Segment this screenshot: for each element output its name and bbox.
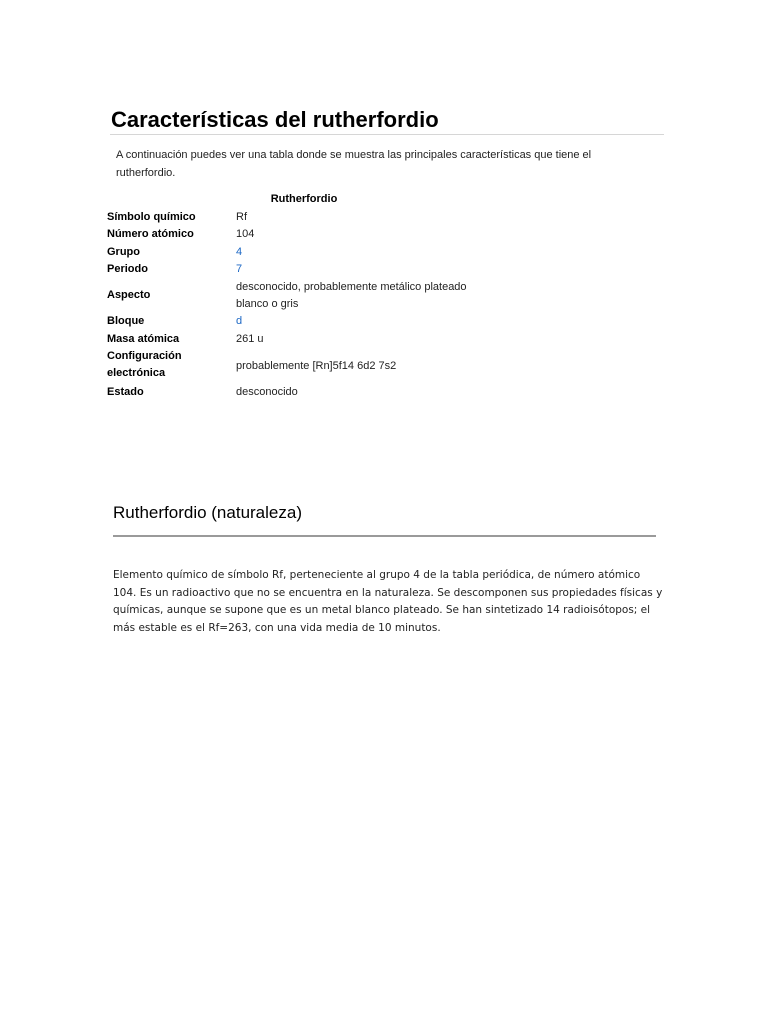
intro-text: A continuación puedes ver una tabla donde se muestra las principales características que tiene el rutherfordio. — [116, 149, 592, 179]
row-label: Grupo — [107, 246, 140, 258]
row-label: Número atómico — [107, 228, 194, 240]
period-link[interactable]: 7 — [236, 263, 243, 275]
row-label: Configuración electrónica — [107, 350, 182, 379]
row-label: Periodo — [107, 263, 148, 275]
row-value: 104 — [236, 228, 255, 240]
row-value: Rf — [236, 211, 247, 223]
row-label: Símbolo químico — [107, 211, 196, 223]
row-label: Estado — [107, 386, 144, 398]
row-value: desconocido — [236, 386, 298, 398]
description-paragraph: Elemento químico de símbolo Rf, perteneciente al grupo 4 de la tabla periódica, de número atómico 104. Es un radioactivo que no se encuentra en la naturaleza. Se descomponen sus propiedades físicas y químicas, aunque se supone que es un metal blanco plateado. Se han sintetizado 14 radioisótopos; el más estable es el Rf=263, con una vida media de 10 minutos. — [113, 569, 663, 634]
table-row — [107, 279, 527, 313]
row-value: 261 u — [236, 333, 264, 345]
page-title: Características del rutherfordio — [111, 107, 439, 132]
title-divider — [110, 134, 664, 135]
row-label: Aspecto — [107, 289, 151, 301]
row-label: Masa atómica — [107, 333, 180, 345]
row-label: Bloque — [107, 315, 145, 327]
row-value: probablemente [Rn]5f14 6d2 7s2 — [236, 360, 397, 372]
group-link[interactable]: 4 — [236, 246, 243, 258]
table-caption: Rutherfordio — [270, 193, 338, 205]
section-heading: Rutherfordio (naturaleza) — [113, 503, 302, 522]
row-value: desconocido, probablemente metálico plateado blanco o gris — [236, 281, 467, 310]
block-link[interactable]: d — [236, 315, 243, 327]
table-row — [107, 348, 527, 382]
section-divider — [113, 535, 656, 537]
